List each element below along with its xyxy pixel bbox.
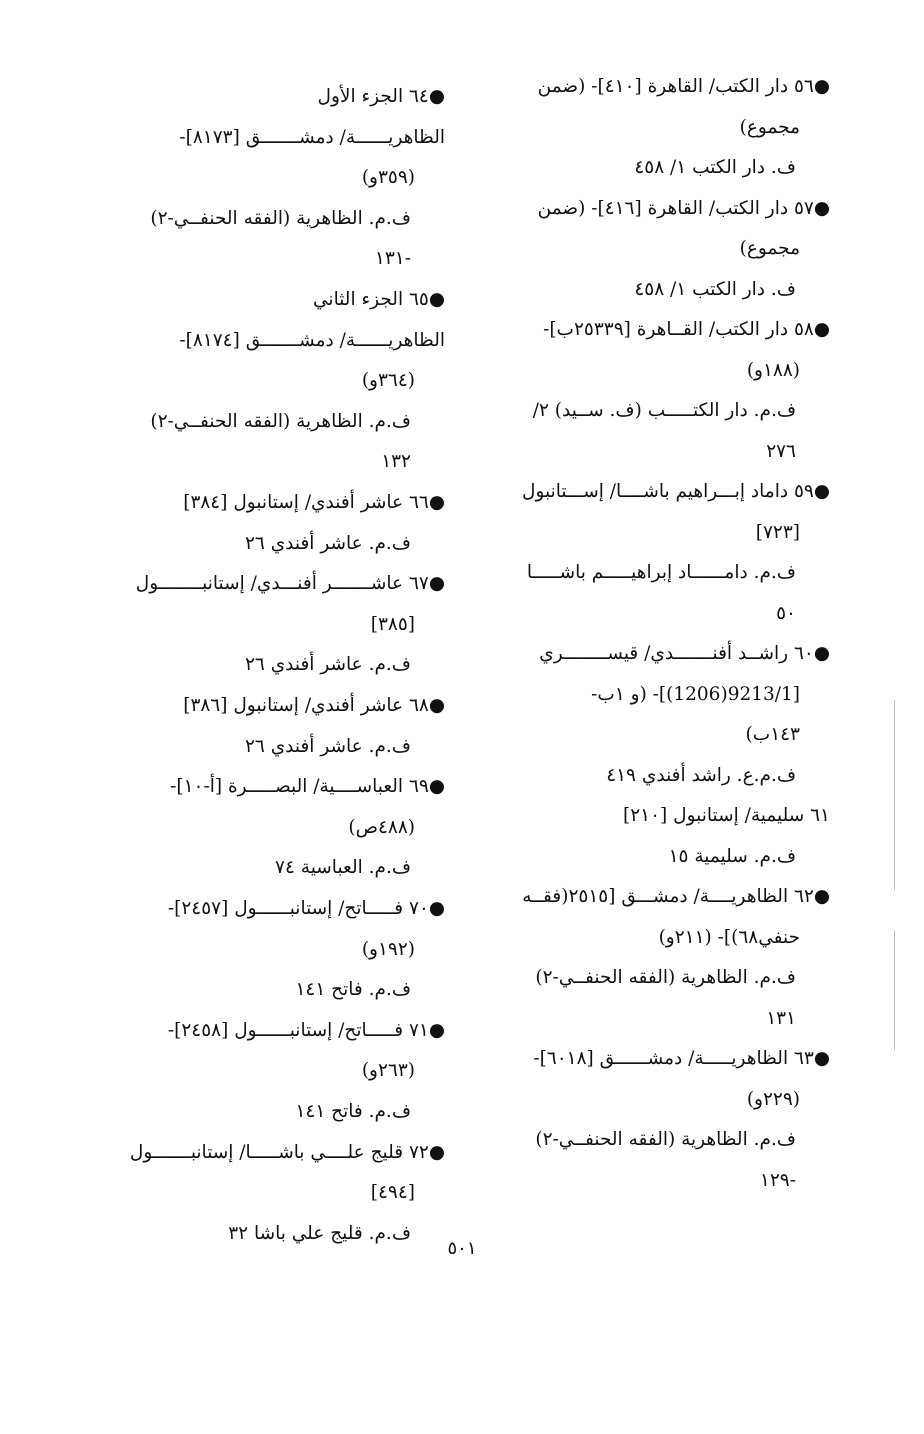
continuation-line: (٣٦٤و)	[361, 370, 415, 392]
continuation-line: (٤٨٨ص)	[348, 816, 415, 838]
continuation-line: [٧٢٣]	[755, 521, 800, 543]
entry-line: ●٦٣ الظاهريـــــة/ دمشــــــق [٦٠١٨]-	[533, 1048, 830, 1069]
reference-line: ٥٠	[776, 602, 796, 624]
continuation-line: (١٩٢و)	[361, 938, 415, 960]
entry-line: ●٦٩ العباســــية/ البصـــــرة [أ-١٠]-	[170, 776, 445, 798]
reference-line: ف.م. عاشر أفندي ٢٦	[244, 532, 411, 554]
entry-line: الظاهريــــــة/ دمشـــــــق [٨١٧٤]-	[179, 329, 445, 351]
reference-line: ف.م. الظاهرية (الفقه الحنفــي-٢)	[535, 967, 796, 988]
continuation-line: [٤٩٤]	[370, 1182, 415, 1204]
reference-line: ١٣٢	[381, 451, 411, 473]
entry-line: ●٦٨ عاشر أفندي/ إستانبول [٣٨٦]	[183, 695, 445, 716]
entry-line: ●٦٦ عاشر أفندي/ إستانبول [٣٨٤]	[183, 492, 445, 513]
scan-edge-mark	[894, 930, 895, 1050]
entry-line: ●٦٤ الجزء الأول	[317, 86, 445, 107]
reference-line: -١٢٩	[759, 1169, 796, 1191]
reference-line: ف.م. الظاهرية (الفقه الحنفــي-٢)	[150, 207, 411, 229]
continuation-line: [9213/1(1206)]- (و ١ب-	[591, 683, 800, 705]
entry-line: ●٥٧ دار الكتب/ القاهرة [٤١٦]- (ضمن	[537, 197, 830, 219]
continuation-line: مجموع)	[739, 238, 800, 259]
entry-line: ●٦٥ الجزء الثاني	[313, 289, 445, 310]
reference-line: ٢٧٦	[766, 440, 796, 462]
reference-line: ف.م. فاتح ١٤١	[295, 979, 411, 1001]
reference-line: ف.م. دار الكتـــــب (ف. ســيد) ٢/	[532, 400, 796, 421]
continuation-line: (٢٢٩و)	[746, 1088, 800, 1110]
continuation-line: مجموع)	[739, 116, 800, 138]
reference-line: ١٣١	[766, 1007, 796, 1029]
continuation-line: (٣٥٩و)	[361, 167, 415, 189]
continuation-line: [٣٨٥]	[370, 613, 415, 635]
reference-line: ف.م. عاشر أفندي ٢٦	[244, 735, 411, 757]
reference-line: ف. دار الكتب ١/ ٤٥٨	[634, 157, 796, 178]
entry-line: ●٦٧ عاشـــــــر أفنـــدي/ إستانبــــــــول	[135, 573, 445, 595]
entry-line: ●٧٢ قليج علــــي باشـــــا/ إستانبـــــــول	[129, 1141, 445, 1163]
reference-line: ف.م. الظاهرية (الفقه الحنفــي-٢)	[150, 410, 411, 432]
entry-line: ●٦٠ راشــد أفنـــــــدي/ قيســــــــري	[539, 643, 830, 664]
reference-line: ف.م. فاتح ١٤١	[295, 1101, 411, 1122]
continuation-line: (٢٦٣و)	[361, 1060, 415, 1082]
continuation-line: (١٨٨و)	[746, 359, 800, 381]
reference-line: ف.م. قليج علي باشا ٣٢	[228, 1222, 411, 1244]
reference-line: ف.م.ع. راشد أفندي ٤١٩	[606, 764, 796, 786]
reference-line: ف.م. الظاهرية (الفقه الحنفــي-٢)	[535, 1129, 796, 1150]
reference-line: ف. دار الكتب ١/ ٤٥٨	[634, 278, 796, 300]
continuation-line: ١٤٣ب)	[745, 724, 800, 745]
reference-line: ف.م. العباسية ٧٤	[275, 857, 411, 879]
entry-line: ٦١ سليمية/ إستانبول [٢١٠]	[623, 805, 830, 826]
entry-line: ●٥٨ دار الكتب/ القــاهرة [٢٥٣٣٩ب]-	[543, 319, 830, 340]
reference-line: ف.م. سليمية ١٥	[668, 845, 796, 867]
entry-line: ●٧١ فـــــاتح/ إستانبــــــول [٢٤٥٨]-	[167, 1019, 445, 1041]
scan-edge-mark	[894, 700, 895, 890]
reference-line: ف.م. دامــــــاد إبراهيـــــم باشـــــا	[526, 562, 796, 583]
entry-line: ●٧٠ فـــــاتح/ إستانبــــــول [٢٤٥٧]-	[167, 898, 445, 919]
entry-line: ●٥٩ داماد إبـــراهيم باشــــا/ إســـتانبول	[522, 481, 830, 502]
page-number: ٥٠١	[447, 1238, 477, 1259]
reference-line: -١٣١	[374, 248, 411, 270]
entry-line: الظاهريــــــة/ دمشـــــــق [٨١٧٣]-	[179, 126, 445, 148]
reference-line: ف.م. عاشر أفندي ٢٦	[244, 654, 411, 676]
entry-line: ●٥٦ دار الكتب/ القاهرة [٤١٠]- (ضمن	[537, 76, 830, 97]
entry-line: ●٦٢ الظاهريــــة/ دمشـــق [٢٥١٥(فقــه	[522, 886, 830, 907]
continuation-line: حنفي٦٨)]- (٢١١و)	[658, 926, 800, 948]
